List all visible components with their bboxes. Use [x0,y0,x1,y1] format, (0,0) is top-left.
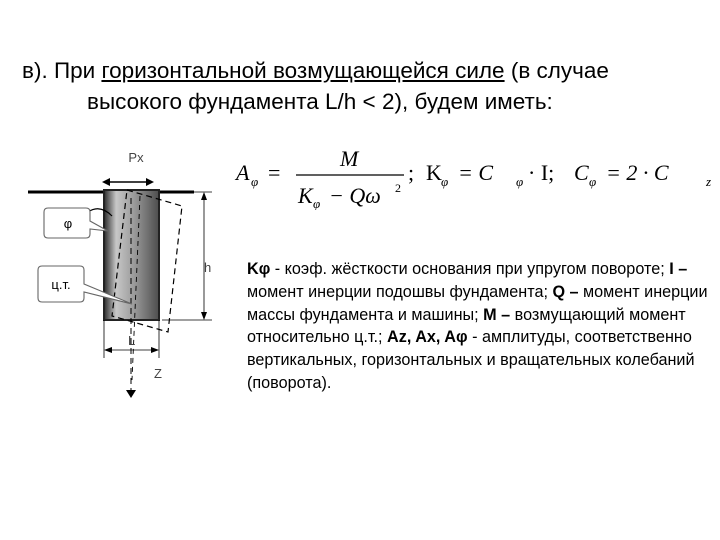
formula-den-sq: 2 [395,181,401,195]
L-arrow-right-icon [151,347,159,353]
heading-underlined: горизонтальной возмущающейся силе [101,58,505,83]
formula-C3-phi: φ [589,174,597,189]
formula-z-sub: z [706,174,712,189]
desc-Q: Q – [552,282,579,301]
h-arrow-bottom-icon [201,312,207,320]
desc-text-1: - коэф. жёсткости основания при упругом повороте; [270,260,670,278]
desc-M: M – [483,305,511,324]
desc-text-2: момент инерции подошвы фундамента; [247,282,553,301]
formula-phi-sub: φ [251,174,259,189]
foundation-diagram [28,148,238,398]
desc-text-3: момент инерции массы фундамента и машины; [247,282,708,324]
force-label: Px [128,150,144,165]
formula-K2-phi: φ [441,174,449,189]
formula-eq: = [268,160,281,185]
formula-K2: K [426,160,442,185]
heading-line2: высокого фундамента L/h < 2), будем иметь: [87,89,553,114]
formula-den-phi: φ [313,196,321,210]
formula-C-phi: φ [516,174,524,189]
formula [232,140,720,210]
formula-semicolon: ; [408,160,415,185]
formula-den-minus: − Qω [329,183,381,208]
desc-amplitudes: Az, Ax, Aφ [387,328,468,347]
desc-text-4: возмущающий момент относительно ц.т.; [247,305,686,347]
cg-callout-label: ц.т. [51,277,71,292]
description [247,258,715,395]
desc-kphi: Kφ [247,260,271,278]
formula-numerator: M [340,146,359,171]
h-label: h [204,260,212,275]
axis-arrowhead [126,390,136,398]
phi-callout-label: φ [63,216,73,231]
formula-eq3: = 2 · C [606,160,669,185]
force-arrow-right-icon [146,178,154,186]
formula-den-K: K [298,183,313,208]
desc-text-5: - амплитуды, соответственно вертикальных, горизонтальных и вращательных колебаний (поворота). [247,328,695,392]
heading-prefix: в). При [22,58,102,83]
h-arrow-top-icon [201,192,207,200]
z-label: Z [154,366,162,381]
L-label: L [128,333,136,348]
L-arrow-left-icon [104,347,112,353]
formula-C3: C [574,160,589,185]
heading-rest: (в случае [504,58,609,83]
force-arrow-left-icon [102,178,110,186]
slide-heading [22,55,712,117]
desc-I: I – [669,260,688,278]
formula-I: · I; [528,160,555,185]
formula-eq2: = C [458,160,494,185]
phi-callout [44,208,108,238]
formula-A: A [236,160,250,185]
